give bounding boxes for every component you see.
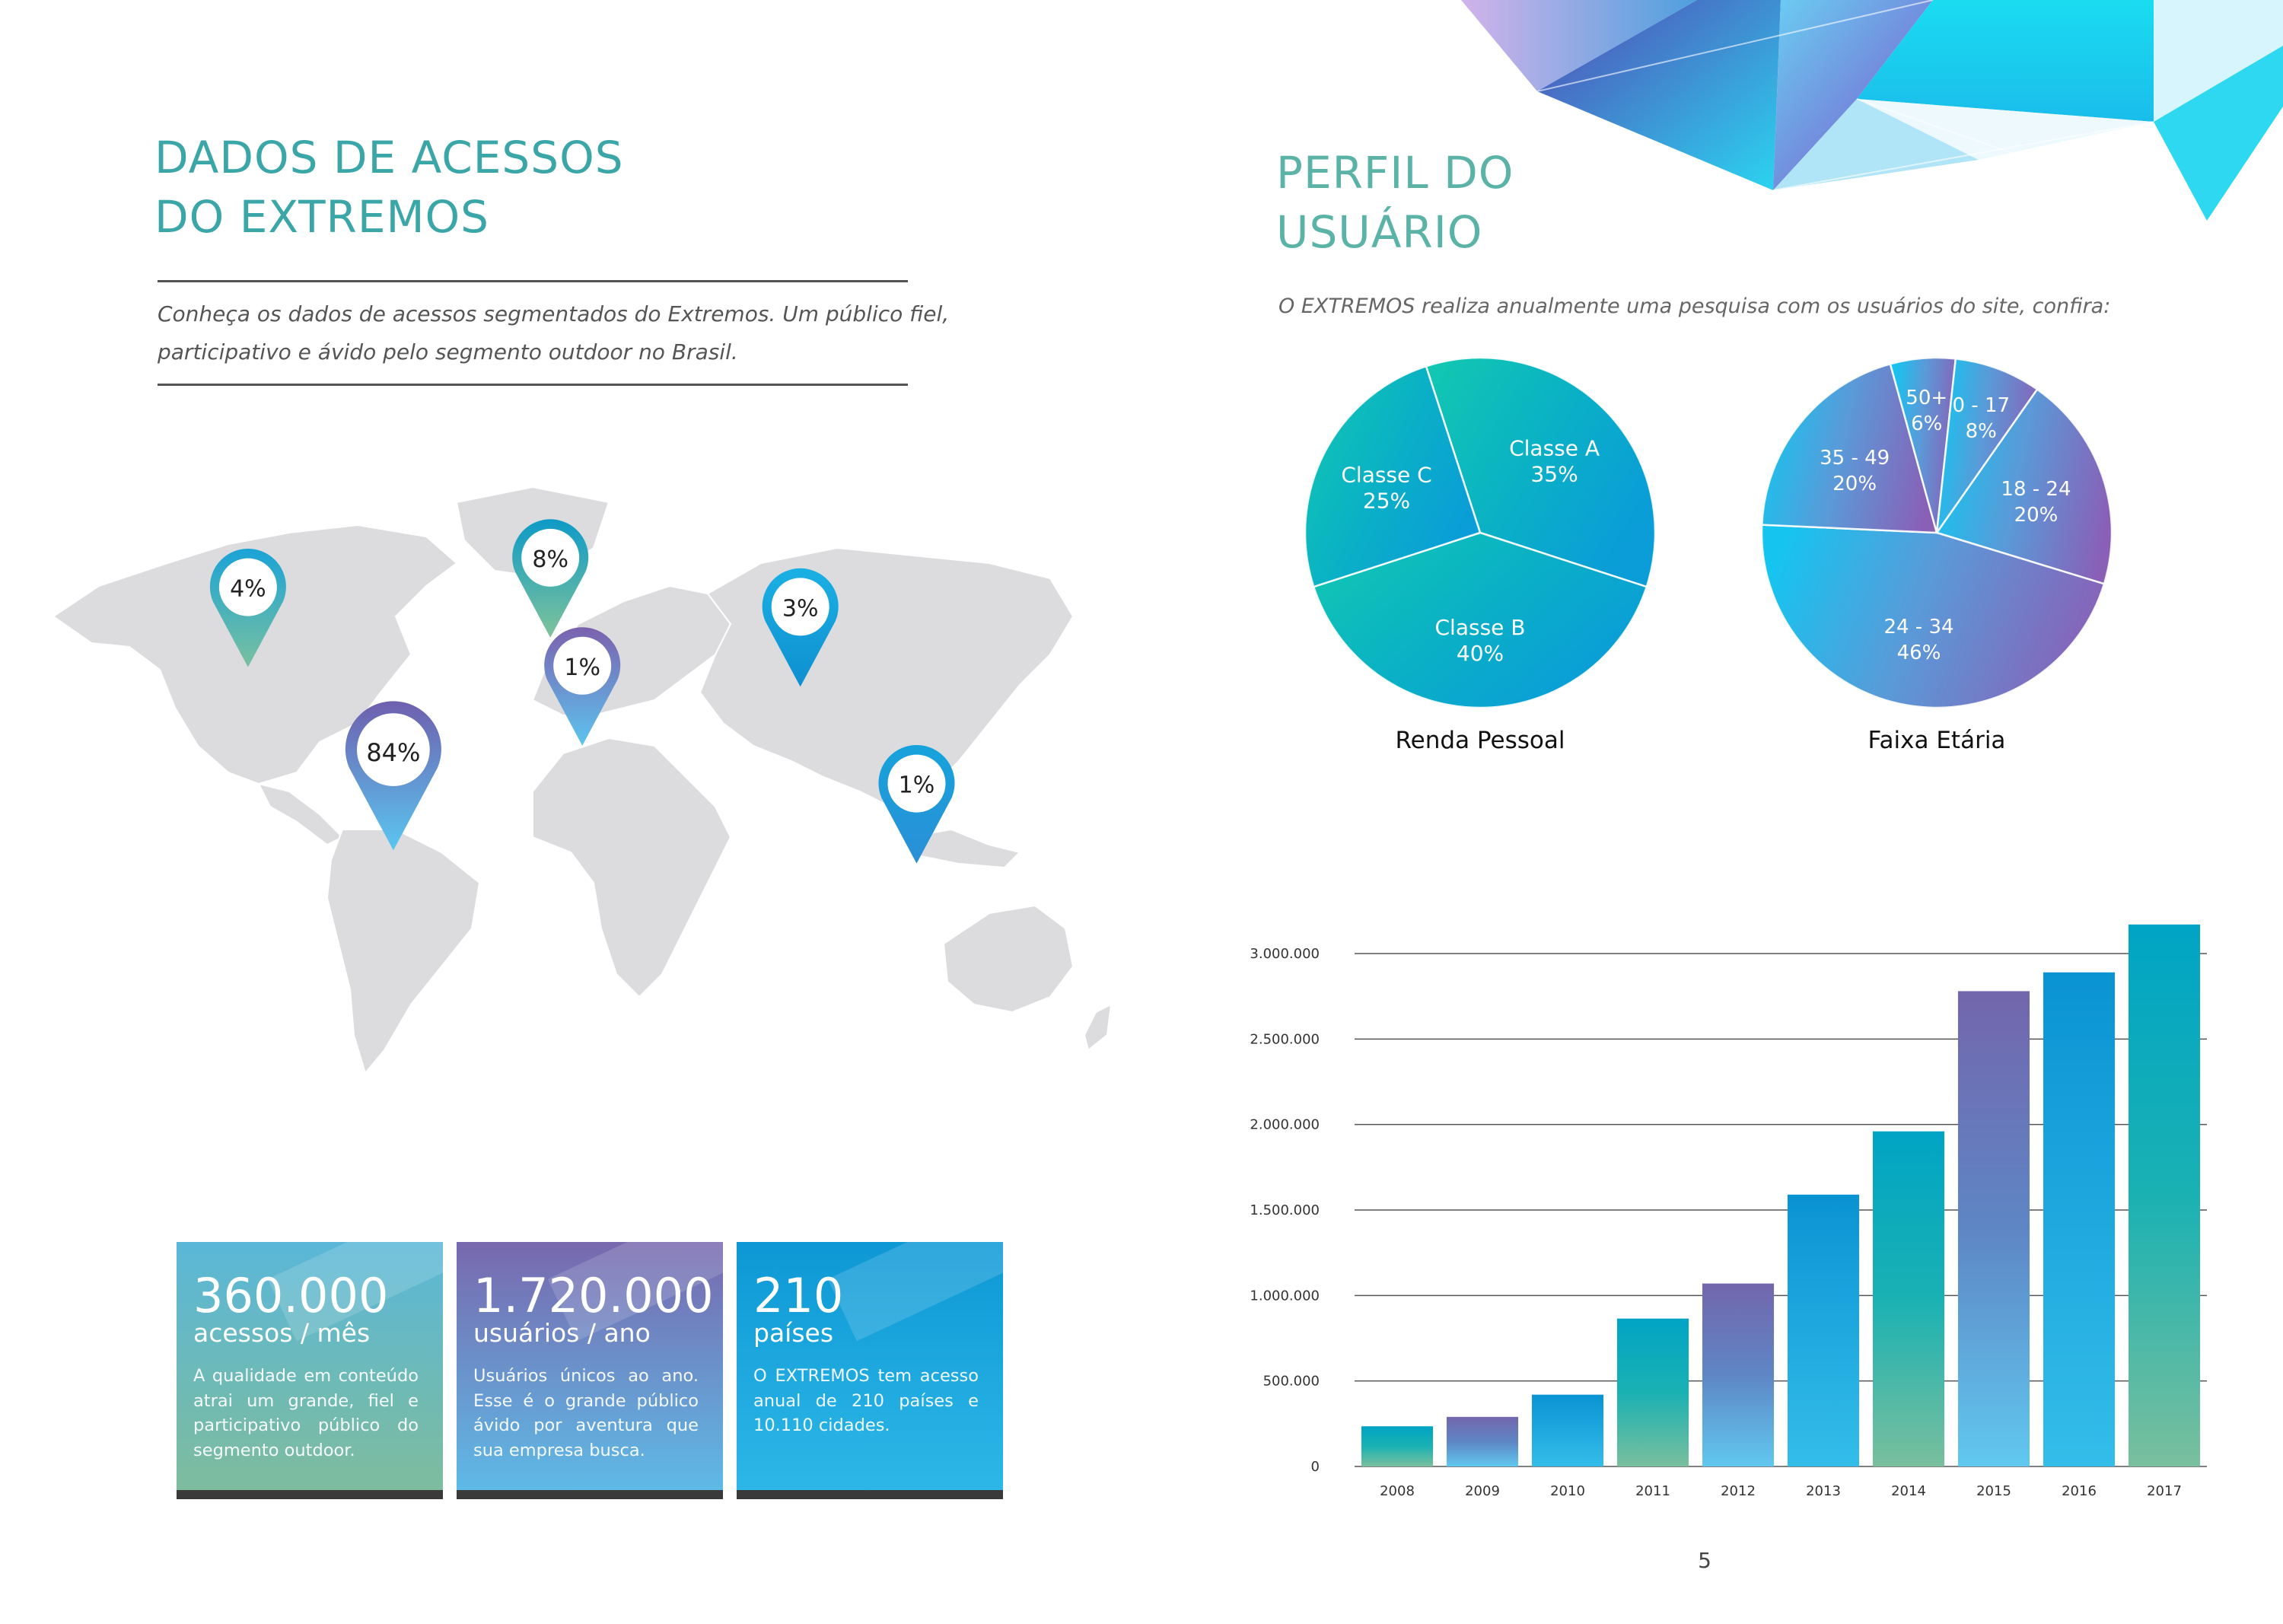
bar-2010: [1532, 1395, 1603, 1466]
pie-slice-label: Classe C: [1341, 462, 1432, 488]
y-tick-label: 1.000.000: [1250, 1288, 1320, 1304]
stat-unit: países: [753, 1318, 834, 1348]
continent-central-america: [259, 784, 342, 845]
y-tick-label: 2.000.000: [1250, 1116, 1320, 1133]
right-page-title: [1276, 143, 1514, 262]
map-pin: [544, 627, 620, 746]
map-pin: [512, 519, 588, 638]
pin-value-label: 3%: [782, 595, 819, 623]
pin-value-label: 8%: [532, 546, 568, 573]
decorative-polygon-graphic: [1446, 0, 2283, 259]
bar-chart-annual-accesses: [1233, 906, 2222, 1530]
pie-slice-value: 35%: [1530, 461, 1578, 487]
pie-slice-label: Classe B: [1434, 615, 1526, 640]
x-tick-label: 2015: [1976, 1483, 2011, 1499]
x-tick-label: 2016: [2062, 1483, 2097, 1499]
pie-title: Faixa Etária: [1867, 727, 2006, 754]
intro-top-divider: [158, 280, 908, 282]
pie-slice-value: 40%: [1456, 641, 1504, 666]
right-intro-text: O EXTREMOS realiza anualmente uma pesquisa com os usuários do site, confira:: [1278, 295, 2111, 318]
stat-card-countries: [737, 1242, 1003, 1499]
stat-number: 360.000: [193, 1268, 389, 1323]
pie-slice-value: 20%: [2014, 504, 2059, 527]
pie-chart-renda-pessoal: [1294, 358, 1667, 769]
stat-card-yearly-users: [457, 1242, 723, 1499]
pie-slice-label: Classe A: [1509, 435, 1600, 461]
card-bottom-bar: [177, 1490, 443, 1499]
bar-2015: [1958, 991, 2030, 1466]
left-title-line-1: DADOS DE ACESSOS: [154, 132, 624, 183]
x-tick-label: 2012: [1721, 1483, 1756, 1499]
card-gloss: [828, 1242, 1003, 1341]
x-tick-label: 2010: [1550, 1483, 1585, 1499]
card-bottom-bar: [737, 1490, 1003, 1499]
bar-chart-bars: [1361, 925, 2200, 1466]
y-tick-label: 500.000: [1262, 1373, 1320, 1390]
pie-slice-value: 6%: [1911, 412, 1943, 435]
map-pin: [345, 701, 441, 850]
y-tick-label: 0: [1310, 1459, 1320, 1475]
stat-description: Usuários únicos ao ano. Esse é o grande público ávido por aventura que sua empresa busca.: [473, 1366, 699, 1460]
bar-2011: [1617, 1319, 1689, 1466]
intro-bottom-divider: [158, 384, 908, 386]
pin-value-label: 84%: [366, 738, 421, 768]
bar-2013: [1788, 1195, 1859, 1466]
bar-2008: [1361, 1426, 1433, 1466]
left-intro-line-1: Conheça os dados de acessos segmentados do Extremos. Um público fiel,: [158, 301, 950, 326]
y-tick-label: 2.500.000: [1250, 1031, 1320, 1048]
stat-unit: usuários / ano: [473, 1318, 651, 1348]
bar-chart-y-tick-labels: [1250, 946, 1320, 1475]
stat-description: A qualidade em conteúdo atrai um grande, fiel e participativo público do segmento outdoor.: [193, 1366, 419, 1460]
left-intro-line-2: participativo e ávido pelo segmento outdoor no Brasil.: [158, 339, 738, 365]
y-tick-label: 1.500.000: [1250, 1202, 1320, 1218]
pie-slice-label: 18 - 24: [2001, 478, 2071, 502]
x-tick-label: 2008: [1380, 1483, 1415, 1499]
left-title-line-2: DO EXTREMOS: [154, 191, 489, 243]
bar-2017: [2129, 925, 2200, 1466]
continent-new-zealand: [1084, 1005, 1111, 1050]
stat-number: 210: [753, 1268, 844, 1323]
continent-south-america: [327, 830, 479, 1073]
bar-2009: [1447, 1417, 1518, 1466]
right-title-line-1: PERFIL DO: [1276, 147, 1514, 199]
continent-australia: [944, 906, 1073, 1012]
stat-unit: acessos / mês: [193, 1318, 371, 1348]
bar-chart-x-tick-labels: [1380, 1483, 2182, 1499]
world-map: [0, 472, 1126, 1111]
card-bottom-bar: [457, 1490, 723, 1499]
y-tick-label: 3.000.000: [1250, 946, 1320, 962]
left-intro-text: [158, 295, 949, 371]
pie-chart-faixa-etaria: [1750, 358, 2123, 769]
pie-slice-label: 24 - 34: [1883, 615, 1954, 638]
pie-slice-value: 8%: [1965, 419, 1997, 443]
pie-slice-value: 25%: [1362, 488, 1411, 514]
continent-africa: [533, 738, 731, 997]
bar-2012: [1702, 1284, 1774, 1466]
pie-slice-label: 0 - 17: [1952, 393, 2011, 417]
pie-slice-value: 20%: [1832, 472, 1877, 495]
pin-value-label: 4%: [230, 575, 266, 603]
pin-value-label: 1%: [898, 772, 935, 799]
x-tick-label: 2017: [2147, 1483, 2182, 1499]
pie-title: Renda Pessoal: [1395, 727, 1565, 754]
x-tick-label: 2011: [1635, 1483, 1670, 1499]
bar-2016: [2043, 973, 2115, 1466]
x-tick-label: 2014: [1891, 1483, 1926, 1499]
x-tick-label: 2013: [1806, 1483, 1841, 1499]
stat-card-monthly-accesses: [177, 1242, 443, 1499]
stat-number: 1.720.000: [473, 1268, 714, 1323]
bar-2014: [1873, 1132, 1944, 1466]
left-page-title: [154, 128, 624, 247]
x-tick-label: 2009: [1465, 1483, 1500, 1499]
pie-slice-label: 35 - 49: [1820, 446, 1890, 470]
right-title-line-2: USUÁRIO: [1276, 206, 1483, 258]
stat-description: O EXTREMOS tem acesso anual de 210 países e 10.110 cidades.: [753, 1366, 979, 1435]
pin-value-label: 1%: [564, 654, 600, 681]
pie-slice-value: 46%: [1896, 641, 1941, 664]
page-number: 5: [1698, 1548, 1711, 1573]
pie-slice-label: 50+: [1906, 386, 1948, 409]
